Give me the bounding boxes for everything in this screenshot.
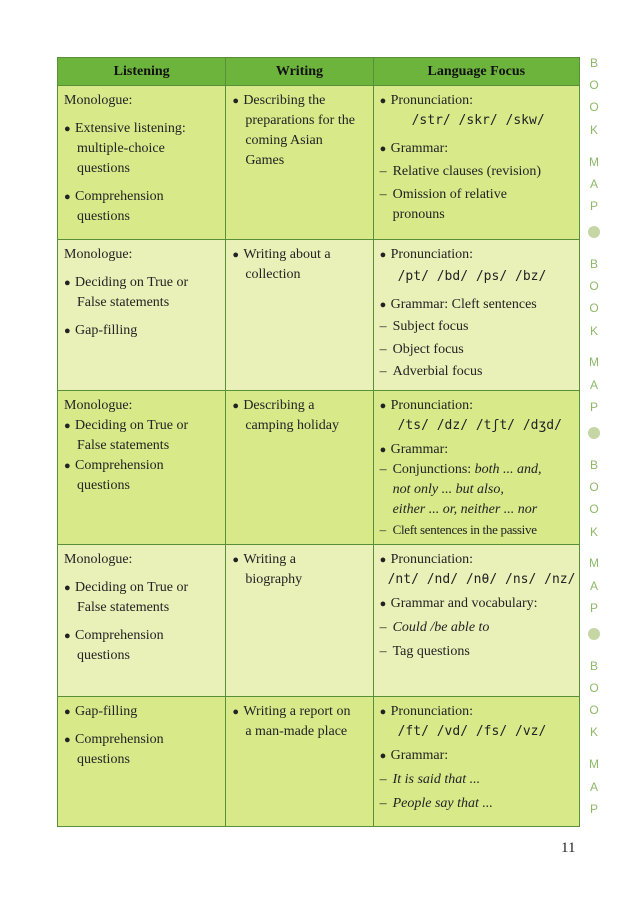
side-letter: K (589, 524, 598, 539)
bullet-icon: ● (232, 249, 239, 261)
language-focus-cell: ● Pronunciation: /str/ /skr/ /skw/ ● Grammar: – Relative clauses (revision) – Omission of relative pronouns (373, 86, 579, 240)
bullet-icon: ● (379, 706, 387, 718)
side-letter: M (589, 757, 599, 772)
bullet-icon: ● (232, 95, 239, 107)
table-row (58, 545, 580, 697)
bullet-icon: ● (64, 460, 71, 472)
side-letter: B (589, 457, 598, 472)
bullet-icon: ● (379, 554, 387, 566)
table-row (58, 240, 580, 391)
bullet-icon: ● (379, 299, 387, 311)
page-number: 11 (561, 840, 576, 856)
side-letter: P (589, 399, 598, 414)
side-dot-icon (588, 628, 600, 640)
bullet-icon: ● (379, 400, 387, 412)
side-letter: B (589, 56, 598, 70)
side-letter: P (589, 600, 598, 615)
header-language-focus: Language Focus (373, 58, 579, 86)
side-letter: P (589, 801, 598, 816)
writing-cell: ● Writing about a collection (226, 240, 373, 391)
bullet-icon: ● (232, 554, 239, 566)
side-letter: O (589, 100, 599, 115)
header-listening: Listening (58, 58, 226, 86)
bullet-icon: ● (232, 400, 239, 412)
side-letter: O (589, 78, 599, 93)
side-letter: M (589, 556, 599, 571)
listening-cell: Monologue: ● Extensive listening: multiple-choice questions ● Comprehension questions (58, 86, 226, 240)
bullet-icon: ● (379, 95, 387, 107)
bullet-icon: ● (64, 706, 71, 718)
bullet-icon: ● (64, 325, 71, 337)
side-letter: B (589, 658, 598, 673)
side-letter: K (589, 323, 598, 338)
side-letter: K (589, 725, 598, 740)
language-focus-cell: ● Pronunciation: /ts/ /dz/ /tʃt/ /dʒd/ ● Grammar: – Conjunctions: both ... and, not only ... but also, either ... or, neither ... nor – Cleft sentences in the passive (373, 391, 579, 545)
writing-cell: ● Describing a camping holiday (226, 391, 373, 545)
side-letter: O (589, 703, 599, 718)
listening-cell: Monologue: ● Deciding on True or False statements ● Gap-filling (58, 240, 226, 391)
bullet-icon: ● (64, 191, 71, 203)
side-letter: O (589, 681, 599, 696)
bullet-icon: ● (232, 706, 239, 718)
table-row (58, 697, 580, 827)
bullet-icon: ● (64, 420, 71, 432)
writing-cell: ● Writing a biography (226, 545, 373, 697)
side-letter: M (589, 355, 599, 370)
bullet-icon: ● (64, 277, 71, 289)
side-letter: K (589, 122, 598, 137)
side-dot-icon (588, 226, 600, 238)
side-dot-icon (588, 427, 600, 439)
side-letter: O (589, 279, 599, 294)
bullet-icon: ● (64, 734, 71, 746)
writing-cell: ● Describing the preparations for the coming Asian Games (226, 86, 373, 240)
bullet-icon: ● (379, 750, 387, 762)
bullet-icon: ● (379, 249, 387, 261)
language-focus-cell: ● Pronunciation: /pt/ /bd/ /ps/ /bz/ ● Grammar: Cleft sentences – Subject focus – Object focus – Adverbial focus (373, 240, 579, 391)
writing-cell: ● Writing a report on a man-made place (226, 697, 373, 827)
language-focus-cell: ● Pronunciation: /ft/ /vd/ /fs/ /vz/ ● Grammar: – It is said that ... – People say that ... (373, 697, 579, 827)
side-letter: P (589, 198, 598, 213)
bullet-icon: ● (64, 582, 71, 594)
side-letter: A (589, 779, 598, 794)
side-letter: O (589, 301, 599, 316)
table-row (58, 391, 580, 545)
bullet-icon: ● (64, 123, 71, 135)
bullet-icon: ● (379, 444, 387, 456)
side-letter: B (589, 256, 598, 271)
bullet-icon: ● (64, 630, 71, 642)
side-letter: O (589, 480, 599, 495)
book-map-side-label (585, 57, 603, 825)
header-row (58, 58, 580, 86)
listening-cell: Monologue: ● Deciding on True or False statements ● Comprehension questions (58, 391, 226, 545)
side-letter: A (589, 578, 598, 593)
bullet-icon: ● (379, 598, 387, 610)
table-row (58, 86, 580, 240)
listening-cell: ● Gap-filling ● Comprehension questions (58, 697, 226, 827)
language-focus-cell: ● Pronunciation: /nt/ /nd/ /nθ/ /ns/ /nz/ ● Grammar and vocabulary: – Could /be able to – Tag questions (373, 545, 579, 697)
book-map-table (57, 57, 580, 827)
bullet-icon: ● (379, 143, 387, 155)
header-writing: Writing (226, 58, 373, 86)
side-letter: O (589, 502, 599, 517)
listening-cell: Monologue: ● Deciding on True or False statements ● Comprehension questions (58, 545, 226, 697)
side-letter: A (589, 176, 598, 191)
side-letter: M (589, 154, 599, 169)
side-letter: A (589, 377, 598, 392)
